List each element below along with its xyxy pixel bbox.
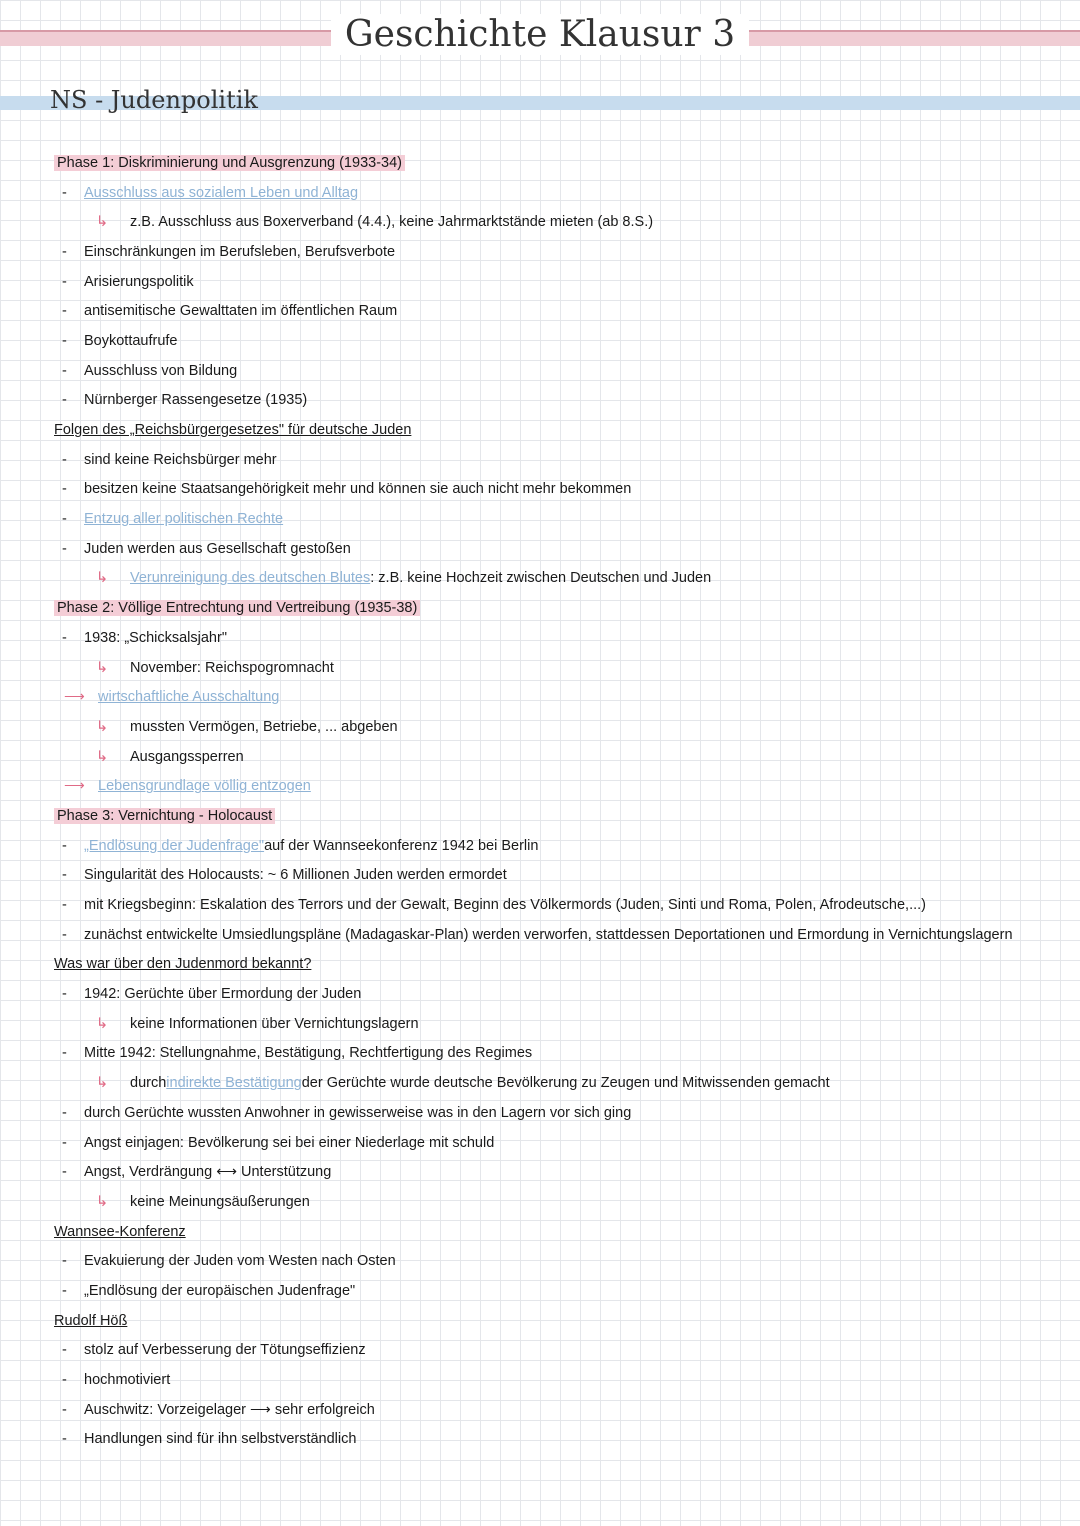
arrow-icon: ↳	[96, 214, 109, 231]
arrow-icon: ⟶	[64, 689, 85, 706]
dash-marker: -	[62, 1401, 67, 1418]
note-text: 1942: Gerüchte über Ermordung der Juden	[84, 986, 362, 1003]
note-text: Juden werden aus Gesellschaft gestoßen	[84, 540, 351, 557]
note-text: Boykottaufrufe	[84, 332, 178, 349]
dash-marker: -	[62, 629, 67, 646]
bullet-item	[54, 1098, 1064, 1128]
note-text: Nürnberger Rassengesetze (1935)	[84, 392, 308, 409]
arrow-item	[54, 771, 1064, 801]
bullet-item	[54, 1039, 1064, 1069]
dash-marker: -	[62, 1045, 67, 1062]
dash-marker: -	[62, 897, 67, 914]
arrow-icon: ↳	[96, 748, 109, 765]
note-text: stolz auf Verbesserung der Tötungseffizienz	[84, 1342, 366, 1359]
bullet-item	[54, 1425, 1064, 1455]
bullet-item	[54, 1276, 1064, 1306]
dash-marker: -	[62, 451, 67, 468]
note-text: wirtschaftliche Ausschaltung	[98, 689, 280, 706]
dash-marker: -	[62, 1253, 67, 1270]
bullet-item	[54, 296, 1064, 326]
arrow-item	[54, 682, 1064, 712]
note-text-prefix: durch	[130, 1075, 167, 1092]
sub-arrow-item	[54, 742, 1064, 772]
note-text: Rudolf Höß	[54, 1312, 128, 1329]
note-text: auf der Wannseekonferenz 1942 bei Berlin	[264, 837, 539, 854]
bullet-item	[54, 386, 1064, 416]
dash-marker: -	[62, 1164, 67, 1181]
arrow-icon: ↳	[96, 570, 109, 587]
bullet-item	[54, 178, 1064, 208]
bullet-item	[54, 979, 1064, 1009]
note-text: zunächst entwickelte Umsiedlungspläne (Madagaskar-Plan) werden verworfen, stattdessen Deportationen und Ermordung in Vernichtungslagern	[84, 926, 1013, 943]
note-text: antisemitische Gewalttaten im öffentlichen Raum	[84, 303, 398, 320]
section-title: NS - Judenpolitik	[50, 86, 258, 114]
note-text: Phase 2: Völlige Entrechtung und Vertreibung (1935-38)	[54, 600, 420, 616]
section-heading	[54, 1306, 1064, 1336]
dash-marker: -	[62, 1372, 67, 1389]
dash-marker: -	[62, 1104, 67, 1121]
note-text: November: Reichspogromnacht	[130, 659, 334, 676]
dash-marker: -	[62, 1342, 67, 1359]
bullet-item	[54, 475, 1064, 505]
bullet-item	[54, 1128, 1064, 1158]
highlighted-term: „Endlösung der Judenfrage"	[84, 837, 265, 854]
dash-marker: -	[62, 867, 67, 884]
highlighted-term: Verunreinigung des deutschen Blutes	[130, 570, 371, 587]
dash-marker: -	[62, 1282, 67, 1299]
note-text: Evakuierung der Juden vom Westen nach Osten	[84, 1253, 396, 1270]
bullet-item	[54, 237, 1064, 267]
dash-marker: -	[62, 243, 67, 260]
note-text: „Endlösung der europäischen Judenfrage"	[84, 1282, 356, 1299]
note-text: Mitte 1942: Stellungnahme, Bestätigung, Rechtfertigung des Regimes	[84, 1045, 533, 1062]
dash-marker: -	[62, 1431, 67, 1448]
note-text: keine Meinungsäußerungen	[130, 1193, 310, 1210]
sub-arrow-item	[54, 1068, 1064, 1098]
phase-heading	[54, 801, 1064, 831]
note-text: Ausschluss von Bildung	[84, 362, 238, 379]
bullet-item	[54, 326, 1064, 356]
sub-arrow-item	[54, 712, 1064, 742]
note-text: Auschwitz: Vorzeigelager ⟶ sehr erfolgreich	[84, 1401, 375, 1418]
dash-marker: -	[62, 332, 67, 349]
bullet-item	[54, 1157, 1064, 1187]
dash-marker: -	[62, 303, 67, 320]
bullet-item	[54, 267, 1064, 297]
bullet-item	[54, 1395, 1064, 1425]
note-text: Phase 1: Diskriminierung und Ausgrenzung (1933-34)	[54, 155, 405, 171]
note-text: z.B. Ausschluss aus Boxerverband (4.4.), keine Jahrmarktstände mieten (ab 8.S.)	[130, 214, 654, 231]
note-text: Singularität des Holocausts: ~ 6 Millionen Juden werden ermordet	[84, 867, 507, 884]
bullet-item	[54, 356, 1064, 386]
bullet-item	[54, 1336, 1064, 1366]
dash-marker: -	[62, 540, 67, 557]
bullet-item	[54, 504, 1064, 534]
bullet-item	[54, 534, 1064, 564]
note-text: Handlungen sind für ihn selbstverständlich	[84, 1431, 357, 1448]
note-text: Arisierungspolitik	[84, 273, 194, 290]
note-text: der Gerüchte wurde deutsche Bevölkerung zu Zeugen und Mitwissenden gemacht	[301, 1075, 830, 1092]
dash-marker: -	[62, 392, 67, 409]
arrow-icon: ↳	[96, 718, 109, 735]
dash-marker: -	[62, 926, 67, 943]
arrow-icon: ↳	[96, 1075, 109, 1092]
bullet-item	[54, 831, 1064, 861]
phase-heading	[54, 148, 1064, 178]
phase-heading	[54, 593, 1064, 623]
dash-marker: -	[62, 837, 67, 854]
notes-body	[54, 148, 1064, 1454]
section-heading	[54, 950, 1064, 980]
note-text: sind keine Reichsbürger mehr	[84, 451, 277, 468]
bullet-item	[54, 1365, 1064, 1395]
sub-arrow-item	[54, 1187, 1064, 1217]
note-text: hochmotiviert	[84, 1372, 171, 1389]
arrow-icon: ↳	[96, 659, 109, 676]
note-text: Folgen des „Reichsbürgergesetzes" für deutsche Juden	[54, 422, 412, 439]
bullet-item	[54, 445, 1064, 475]
note-text: Lebensgrundlage völlig entzogen	[98, 778, 311, 795]
note-text: durch Gerüchte wussten Anwohner in gewisserweise was in den Lagern vor sich ging	[84, 1104, 632, 1121]
sub-arrow-item	[54, 653, 1064, 683]
arrow-icon: ⟶	[64, 778, 85, 795]
dash-marker: -	[62, 184, 67, 201]
dash-marker: -	[62, 273, 67, 290]
section-heading	[54, 1217, 1064, 1247]
dash-marker: -	[62, 481, 67, 498]
bullet-item	[54, 890, 1064, 920]
sub-arrow-item	[54, 207, 1064, 237]
note-text: Einschränkungen im Berufsleben, Berufsverbote	[84, 243, 396, 260]
bullet-item	[54, 1246, 1064, 1276]
note-text: mussten Vermögen, Betriebe, ... abgeben	[130, 718, 398, 735]
bullet-item	[54, 920, 1064, 950]
note-text: Ausschluss aus sozialem Leben und Alltag	[84, 184, 359, 201]
bullet-item	[54, 861, 1064, 891]
arrow-icon: ↳	[96, 1015, 109, 1032]
arrow-icon: ↳	[96, 1193, 109, 1210]
note-text: mit Kriegsbeginn: Eskalation des Terrors und der Gewalt, Beginn des Völkermords (Juden, Sinti und Roma, Polen, Afrodeutsche,...)	[84, 897, 926, 914]
note-text: Phase 3: Vernichtung - Holocaust	[54, 808, 275, 824]
sub-arrow-item	[54, 1009, 1064, 1039]
note-text: Entzug aller politischen Rechte	[84, 511, 284, 528]
section-heading	[54, 415, 1064, 445]
dash-marker: -	[62, 1134, 67, 1151]
note-text: 1938: „Schicksalsjahr"	[84, 629, 227, 646]
highlighted-term: indirekte Bestätigung	[166, 1075, 302, 1092]
note-text: keine Informationen über Vernichtungslagern	[130, 1015, 419, 1032]
note-text: : z.B. keine Hochzeit zwischen Deutschen und Juden	[370, 570, 712, 587]
dash-marker: -	[62, 986, 67, 1003]
note-text: Was war über den Judenmord bekannt?	[54, 956, 312, 973]
dash-marker: -	[62, 362, 67, 379]
page-title: Geschichte Klausur 3	[0, 14, 1080, 55]
sub-arrow-item	[54, 564, 1064, 594]
note-text: Angst, Verdrängung ⟷ Unterstützung	[84, 1164, 332, 1181]
note-text: Angst einjagen: Bevölkerung sei bei einer Niederlage mit schuld	[84, 1134, 495, 1151]
bullet-item	[54, 623, 1064, 653]
note-text: Ausgangssperren	[130, 748, 244, 765]
note-text: Wannsee-Konferenz	[54, 1223, 186, 1240]
note-text: besitzen keine Staatsangehörigkeit mehr und können sie auch nicht mehr bekommen	[84, 481, 632, 498]
dash-marker: -	[62, 511, 67, 528]
